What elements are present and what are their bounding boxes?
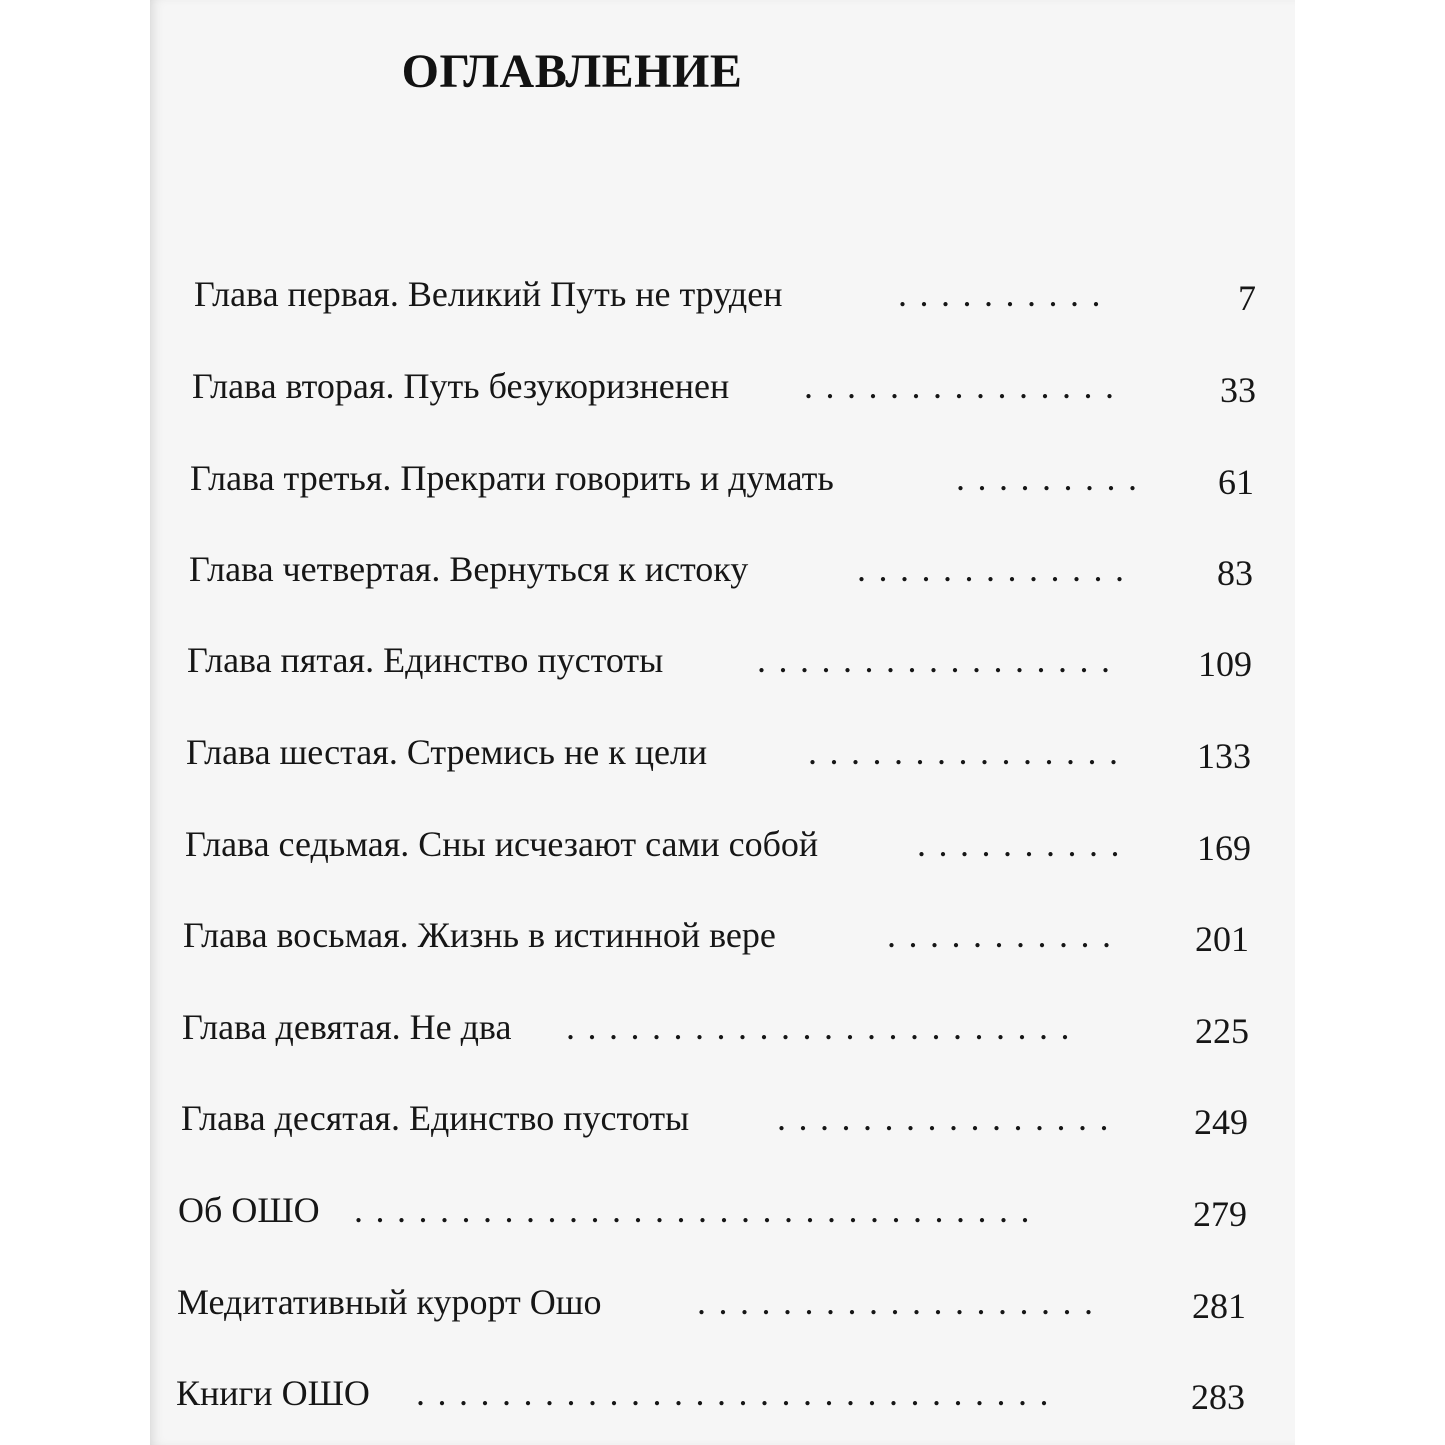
toc-entry-page: 281 xyxy=(1192,1286,1246,1326)
toc-leader-dots: ........................ xyxy=(566,1007,1082,1047)
toc-entry-label: Глава девятая. Не два xyxy=(182,1007,512,1047)
toc-entry-label: Глава шестая. Стремись не к цели xyxy=(186,732,708,772)
toc-entry-page: 279 xyxy=(1193,1194,1247,1234)
toc-entry-page: 61 xyxy=(1218,462,1254,502)
toc-leader-dots: ................................ xyxy=(354,1190,1042,1230)
toc-leader-dots: ................... xyxy=(697,1282,1106,1322)
toc-leader-dots: ............... xyxy=(804,366,1127,406)
page-title: ОГЛАВЛЕНИЕ xyxy=(401,45,743,98)
toc-entry-label: Глава пятая. Единство пустоты xyxy=(187,640,664,680)
toc-leader-dots: .......... xyxy=(898,274,1113,314)
toc-entry-page: 83 xyxy=(1217,553,1253,593)
toc-entry xyxy=(189,547,1253,591)
toc-entry-label: Глава восьмая. Жизнь в истинной вере xyxy=(183,915,776,955)
toc-entry-page: 7 xyxy=(1238,278,1256,318)
toc-entry xyxy=(176,1371,1245,1415)
toc-entry xyxy=(186,730,1251,774)
toc-entry-page: 249 xyxy=(1194,1102,1248,1142)
toc-entry xyxy=(178,1188,1247,1232)
toc-entry xyxy=(181,1096,1248,1140)
toc-entry-label: Глава десятая. Единство пустоты xyxy=(181,1098,690,1138)
toc-entry xyxy=(183,913,1249,957)
toc-entry-label: Книги ОШО xyxy=(176,1373,370,1413)
toc-entry-label: Глава четвертая. Вернуться к истоку xyxy=(189,549,749,589)
toc-leader-dots: ........... xyxy=(887,915,1124,955)
toc-entry-label: Глава седьмая. Сны исчезают сами собой xyxy=(185,824,819,864)
toc-leader-dots: .............................. xyxy=(416,1373,1061,1413)
toc-entry-label: Медитативный курорт Ошо xyxy=(177,1282,602,1322)
toc-entry-label: Глава вторая. Путь безукоризненен xyxy=(192,366,730,406)
toc-entry xyxy=(194,272,1256,316)
toc-leader-dots: ............... xyxy=(808,732,1131,772)
toc-leader-dots: ................. xyxy=(757,640,1123,680)
toc-entry xyxy=(185,822,1251,866)
toc-entry-label: Об ОШО xyxy=(178,1190,320,1230)
toc-leader-dots: ......... xyxy=(956,458,1150,498)
toc-entry-label: Глава первая. Великий Путь не труден xyxy=(194,274,783,314)
toc-entry xyxy=(182,1005,1249,1049)
toc-entry xyxy=(192,364,1256,408)
toc-entry-page: 225 xyxy=(1195,1011,1249,1051)
toc-entry-label: Глава третья. Прекрати говорить и думать xyxy=(190,458,834,498)
toc-entry xyxy=(177,1280,1246,1324)
toc-entry-page: 133 xyxy=(1197,736,1251,776)
toc-entry xyxy=(187,638,1252,682)
toc-leader-dots: ............. xyxy=(857,549,1137,589)
toc-entry-page: 201 xyxy=(1195,919,1249,959)
toc-entry xyxy=(190,456,1254,500)
toc-entry-page: 109 xyxy=(1198,644,1252,684)
toc-entry-page: 33 xyxy=(1220,370,1256,410)
toc-entry-page: 169 xyxy=(1197,828,1251,868)
toc-leader-dots: ................ xyxy=(777,1098,1121,1138)
toc-leader-dots: .......... xyxy=(917,824,1132,864)
toc-entry-page: 283 xyxy=(1191,1377,1245,1417)
